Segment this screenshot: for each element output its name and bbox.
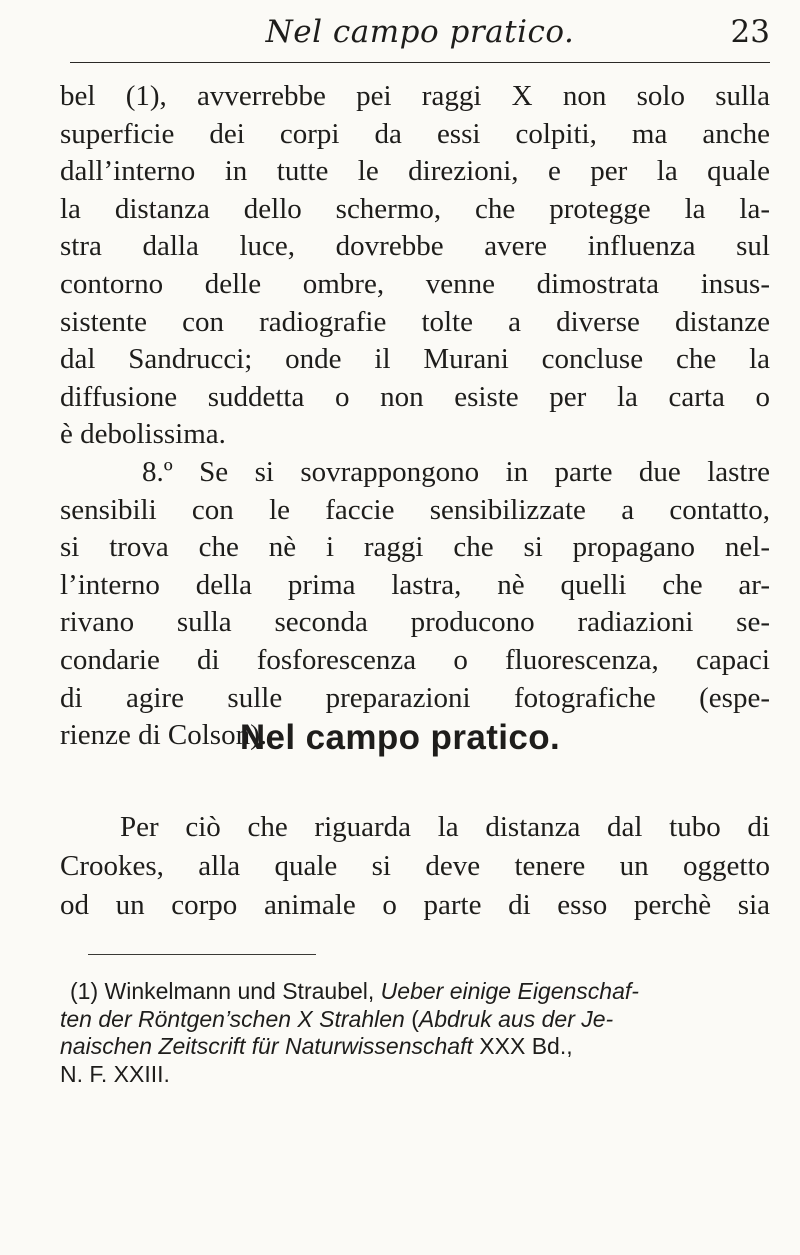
text-line: superficie dei corpi da essi colpiti, ma anche bbox=[60, 117, 770, 150]
text-line: contorno delle ombre, venne dimostrata insus- bbox=[60, 267, 770, 300]
footnote-volume: XXX Bd., bbox=[479, 1033, 573, 1059]
footnote-line bbox=[60, 1061, 770, 1089]
text-line: l’interno della prima lastra, nè quelli che ar- bbox=[60, 568, 770, 601]
footnote-journal: naischen Zeitscrift für Naturwissenschaft bbox=[60, 1033, 473, 1059]
section-heading: Nel campo pratico. bbox=[239, 718, 561, 757]
footnote bbox=[60, 978, 770, 1088]
footnote-paren: ( bbox=[411, 1005, 419, 1032]
text-line: dal Sandrucci; onde il Murani concluse che la bbox=[60, 343, 770, 376]
text-line: è debolissima. bbox=[60, 418, 226, 451]
main-text bbox=[60, 78, 770, 755]
footnote-title: Ueber einige Eigenschaf- bbox=[380, 978, 639, 1004]
paragraph-continued bbox=[60, 492, 770, 755]
section-text bbox=[60, 808, 770, 925]
footnote-line bbox=[60, 1033, 770, 1061]
footnote-line bbox=[60, 1006, 770, 1034]
text-line: bel (1), avverrebbe pei raggi X non solo sulla bbox=[60, 80, 770, 112]
text-line: sistente con radiografie tolte a diverse distanze bbox=[60, 305, 770, 338]
header-rule bbox=[70, 62, 770, 63]
footnote-series: N. F. XXIII. bbox=[60, 1060, 170, 1087]
paragraph bbox=[60, 454, 770, 492]
text-line: Per ciò che riguarda la distanza dal tubo di bbox=[120, 811, 770, 843]
paragraph bbox=[60, 78, 770, 454]
footnote-marker: (1) bbox=[70, 978, 99, 1004]
running-header bbox=[70, 14, 770, 54]
footnote-line bbox=[60, 978, 770, 1006]
footnote-rule bbox=[88, 954, 316, 955]
text-line: dall’interno in tutte le direzioni, e per la quale bbox=[60, 155, 770, 188]
page-number: 23 bbox=[730, 14, 770, 50]
text-line: di agire sulle preparazioni fotografiche (espe- bbox=[60, 681, 770, 714]
footnote-authors: Winkelmann und Straubel, bbox=[104, 978, 375, 1004]
footnote-source: Abdruk aus der Je- bbox=[418, 1005, 614, 1032]
text-line: si trova che nè i raggi che si propagano nel- bbox=[60, 531, 770, 564]
text-line: diffusione suddetta o non esiste per la carta o bbox=[60, 380, 770, 413]
text-line: rivano sulla seconda producono radiazioni se- bbox=[60, 606, 770, 639]
text-line: rienze di Colson). bbox=[60, 719, 267, 752]
text-line: od un corpo animale o parte di esso perchè sia bbox=[60, 889, 770, 921]
text-line: sensibili con le faccie sensibilizzate a contatto, bbox=[60, 493, 770, 526]
footnote-title: ten der Röntgen’schen X Strahlen bbox=[60, 1005, 405, 1032]
text-line: Crookes, alla quale si deve tenere un oggetto bbox=[60, 850, 770, 882]
text-line: la distanza dello schermo, che protegge la la- bbox=[60, 192, 770, 225]
running-title: Nel campo pratico. bbox=[265, 14, 575, 50]
text-line: condarie di fosforescenza o fluorescenza, capaci bbox=[60, 643, 770, 676]
text-line: stra dalla luce, dovrebbe avere influenza sul bbox=[60, 230, 770, 263]
text-line: 8.º Se si sovrappongono in parte due lastre bbox=[142, 455, 770, 488]
